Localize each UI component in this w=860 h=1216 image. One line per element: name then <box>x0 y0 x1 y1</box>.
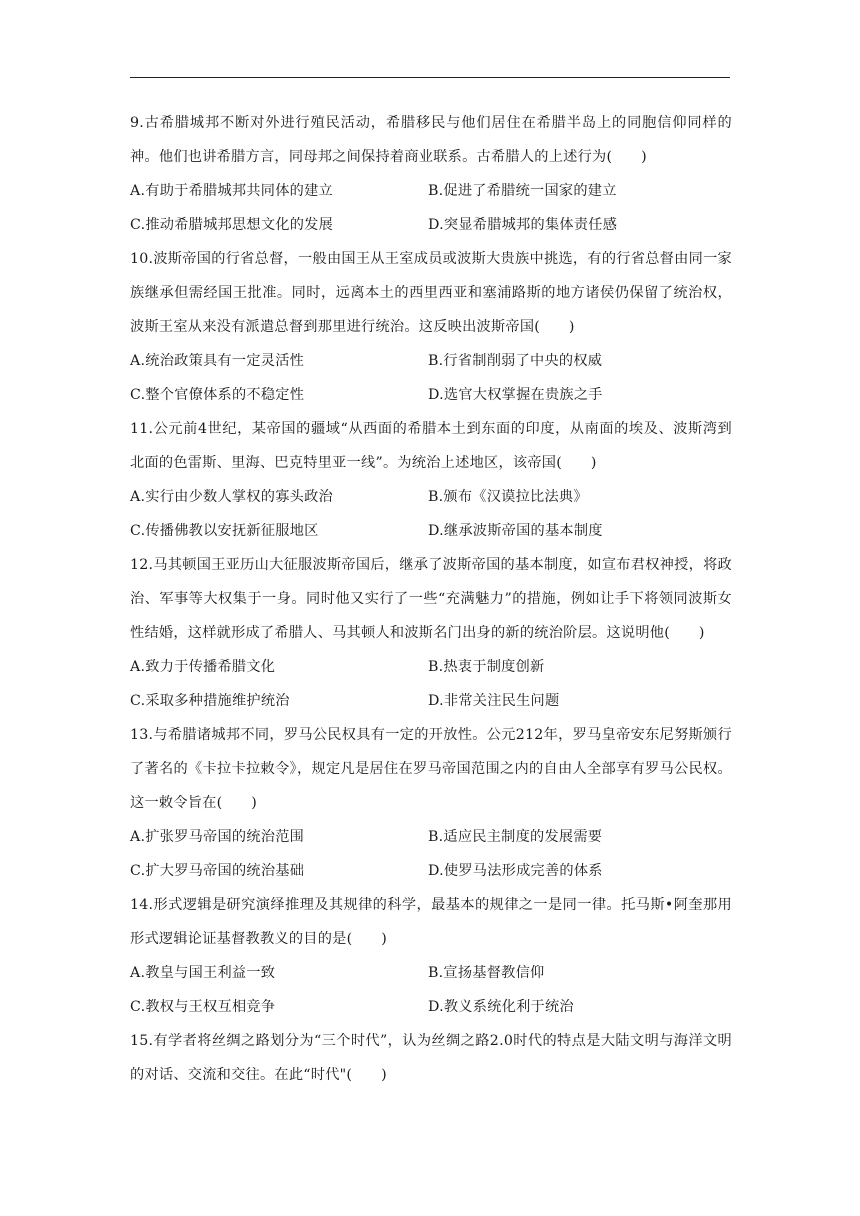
question-stem: 14.形式逻辑是研究演绎推理及其规律的科学，最基本的规律之一是同一律。托马斯•阿奎那用形式逻辑论证基督教教义的目的是( ) <box>130 897 732 947</box>
question-stem: 13.与希腊诸城邦不同，罗马公民权具有一定的开放性。公元212年，罗马皇帝安东尼努斯颁行了著名的《卡拉卡拉敕令》，规定凡是居住在罗马帝国范围之内的自由人全部享有罗马公民权。这一敕令旨在( ) <box>130 727 732 811</box>
option-c: C.教权与王权互相竞争 <box>130 999 276 1015</box>
option-d: D.突显希腊城邦的集体责任感 <box>428 217 618 233</box>
question-13 <box>130 718 732 888</box>
question-stem: 12.马其顿国王亚历山大征服波斯帝国后，继承了波斯帝国的基本制度，如宣布君权神授，将政治、军事等大权集于一身。同时他又实行了一些“充满魅力”的措施，例如让手下将领同波斯女性结婚，这样就形成了希腊人、马其顿人和波斯名门出身的新的统治阶层。这说明他( ) <box>130 557 732 641</box>
option-b: B.热衷于制度创新 <box>428 659 545 675</box>
option-c: C.采取多种措施维护统治 <box>130 693 290 709</box>
option-a: A.有助于希腊城邦共同体的建立 <box>130 183 333 199</box>
question-10 <box>130 242 732 412</box>
option-grid <box>130 650 732 718</box>
option-grid <box>130 174 732 242</box>
option-c: C.传播佛教以安抚新征服地区 <box>130 523 319 539</box>
option-d: D.教义系统化利于统治 <box>428 999 574 1015</box>
option-grid <box>130 480 732 548</box>
option-b: B.颁布《汉谟拉比法典》 <box>428 489 588 505</box>
question-stem: 11.公元前4世纪，某帝国的疆域“从西面的希腊本土到东面的印度，从南面的埃及、波斯湾到北面的色雷斯、里海、巴克特里亚一线”。为统治上述地区，该帝国( ) <box>130 421 732 471</box>
option-d: D.使罗马法形成完善的体系 <box>428 863 603 879</box>
question-stem: 15.有学者将丝绸之路划分为“三个时代”，认为丝绸之路2.0时代的特点是大陆文明与海洋文明的对话、交流和交往。在此“时代"( ) <box>130 1033 732 1083</box>
option-b: B.宣扬基督教信仰 <box>428 965 545 981</box>
question-14 <box>130 888 732 1024</box>
option-c: C.整个官僚体系的不稳定性 <box>130 387 305 403</box>
option-b: B.行省制削弱了中央的权威 <box>428 353 603 369</box>
option-a: A.教皇与国王利益一致 <box>130 965 276 981</box>
option-b: B.促进了希腊统一国家的建立 <box>428 183 617 199</box>
option-grid <box>130 820 732 888</box>
question-stem: 9.古希腊城邦不断对外进行殖民活动，希腊移民与他们居住在希腊半岛上的同胞信仰同样的神。他们也讲希腊方言，同母邦之间保持着商业联系。古希腊人的上述行为( ) <box>130 115 732 165</box>
question-9 <box>130 106 732 242</box>
header-rule <box>130 77 730 78</box>
option-a: A.统治政策具有一定灵活性 <box>130 353 305 369</box>
option-a: A.扩张罗马帝国的统治范围 <box>130 829 305 845</box>
option-a: A.实行由少数人掌权的寡头政治 <box>130 489 333 505</box>
question-list <box>130 106 732 1092</box>
question-15 <box>130 1024 732 1092</box>
question-stem: 10.波斯帝国的行省总督，一般由国王从王室成员或波斯大贵族中挑选，有的行省总督由同一家族继承但需经国王批准。同时，远离本土的西里西亚和塞浦路斯的地方诸侯仍保留了统治权，波斯王室从来没有派遣总督到那里进行统治。这反映出波斯帝国( ) <box>130 251 732 335</box>
question-12 <box>130 548 732 718</box>
option-c: C.扩大罗马帝国的统治基础 <box>130 863 305 879</box>
option-c: C.推动希腊城邦思想文化的发展 <box>130 217 334 233</box>
option-d: D.选官大权掌握在贵族之手 <box>428 387 603 403</box>
option-a: A.致力于传播希腊文化 <box>130 659 276 675</box>
option-grid <box>130 344 732 412</box>
option-d: D.继承波斯帝国的基本制度 <box>428 523 603 539</box>
option-b: B.适应民主制度的发展需要 <box>428 829 603 845</box>
question-11 <box>130 412 732 548</box>
option-d: D.非常关注民生问题 <box>428 693 560 709</box>
option-grid <box>130 956 732 1024</box>
